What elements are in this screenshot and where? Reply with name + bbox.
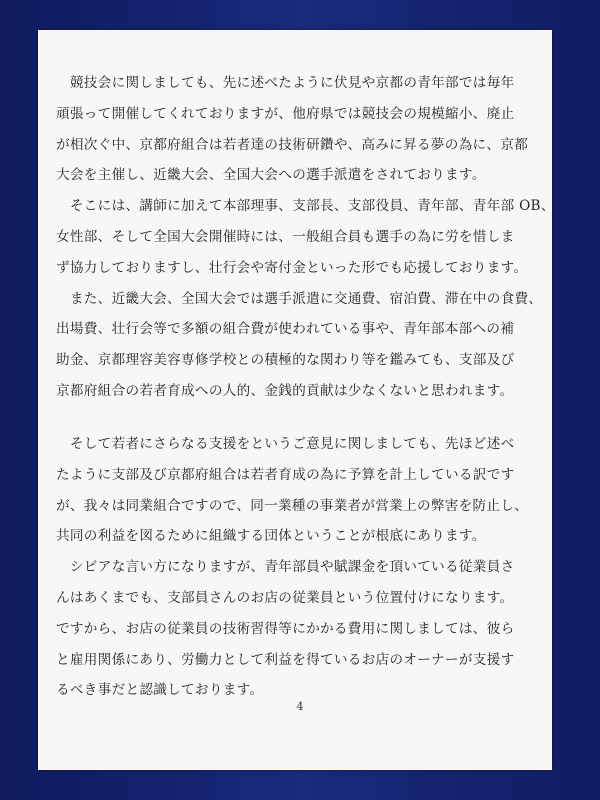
text-line: るべき事だと認識しております。 xyxy=(56,682,264,699)
text-line: 競技会に関しましても、先に述べたように伏見や京都の青年部では毎年 xyxy=(56,75,515,91)
text-line: また、近畿大会、全国大会では選手派遣に交通費、宿泊費、滞在中の食費、 xyxy=(56,290,543,307)
text-line: そして若者にさらなる支援をというご意見に関しましても、先ほど述べ xyxy=(56,436,515,452)
text-line: 京都府組合の若者育成への人的、金銭的貢献は少なくないと思われます。 xyxy=(56,382,514,399)
text-line: 大会を主催し、近畿大会、全国大会への選手派遣をされております。 xyxy=(56,167,486,184)
text-line: 出場費、壮行会等で多額の組合費が使われている事や、青年部本部への補 xyxy=(56,321,515,338)
text-line: たように支部及び京都府組合は若者育成の為に予算を計上している訳です xyxy=(56,466,515,483)
text-line: ず協力しておりますし、壮行会や寄付金といった形でも応援しております。 xyxy=(56,259,528,276)
text-line: んはあくまでも、支部員さんのお店の従業員という位置付けになります。 xyxy=(56,589,514,606)
text-line: そこには、講師に加えて本部理事、支部長、支部役員、青年部、青年部 OB、 xyxy=(56,198,555,215)
text-line: 女性部、そして全国大会開催時には、一般組合員も選手の為に労を惜しま xyxy=(56,228,515,245)
paragraph-group-2 xyxy=(56,429,536,706)
text-line: ですから、お店の従業員の技術習得等にかかる費用に関しましては、彼ら xyxy=(56,620,515,637)
text-line: シビアな言い方になりますが、青年部員や賦課金を頂いている従業員さ xyxy=(56,559,515,576)
text-line: 頑張って開催してくれておりますが、他府県では競技会の規模縮小、廃止 xyxy=(56,105,515,122)
page-number: 4 xyxy=(296,700,304,713)
text-line: 共同の利益を図るために組織する団体ということが根底にあります。 xyxy=(56,528,486,545)
text-line: 助金、京都理容美容専修学校との積極的な関わり等を鑑みても、支部及び xyxy=(56,352,515,369)
text-line: と雇用関係にあり、労働力として利益を得ているお店のオーナーが支援す xyxy=(56,651,515,668)
text-line: が、我々は同業組合ですので、同一業種の事業者が営業上の弊害を防止し、 xyxy=(56,497,529,514)
paragraph-group-1 xyxy=(56,68,555,407)
text-line: が相次ぐ中、京都府組合は若者達の技術研鑽や、高みに昇る夢の為に、京都 xyxy=(56,136,529,153)
